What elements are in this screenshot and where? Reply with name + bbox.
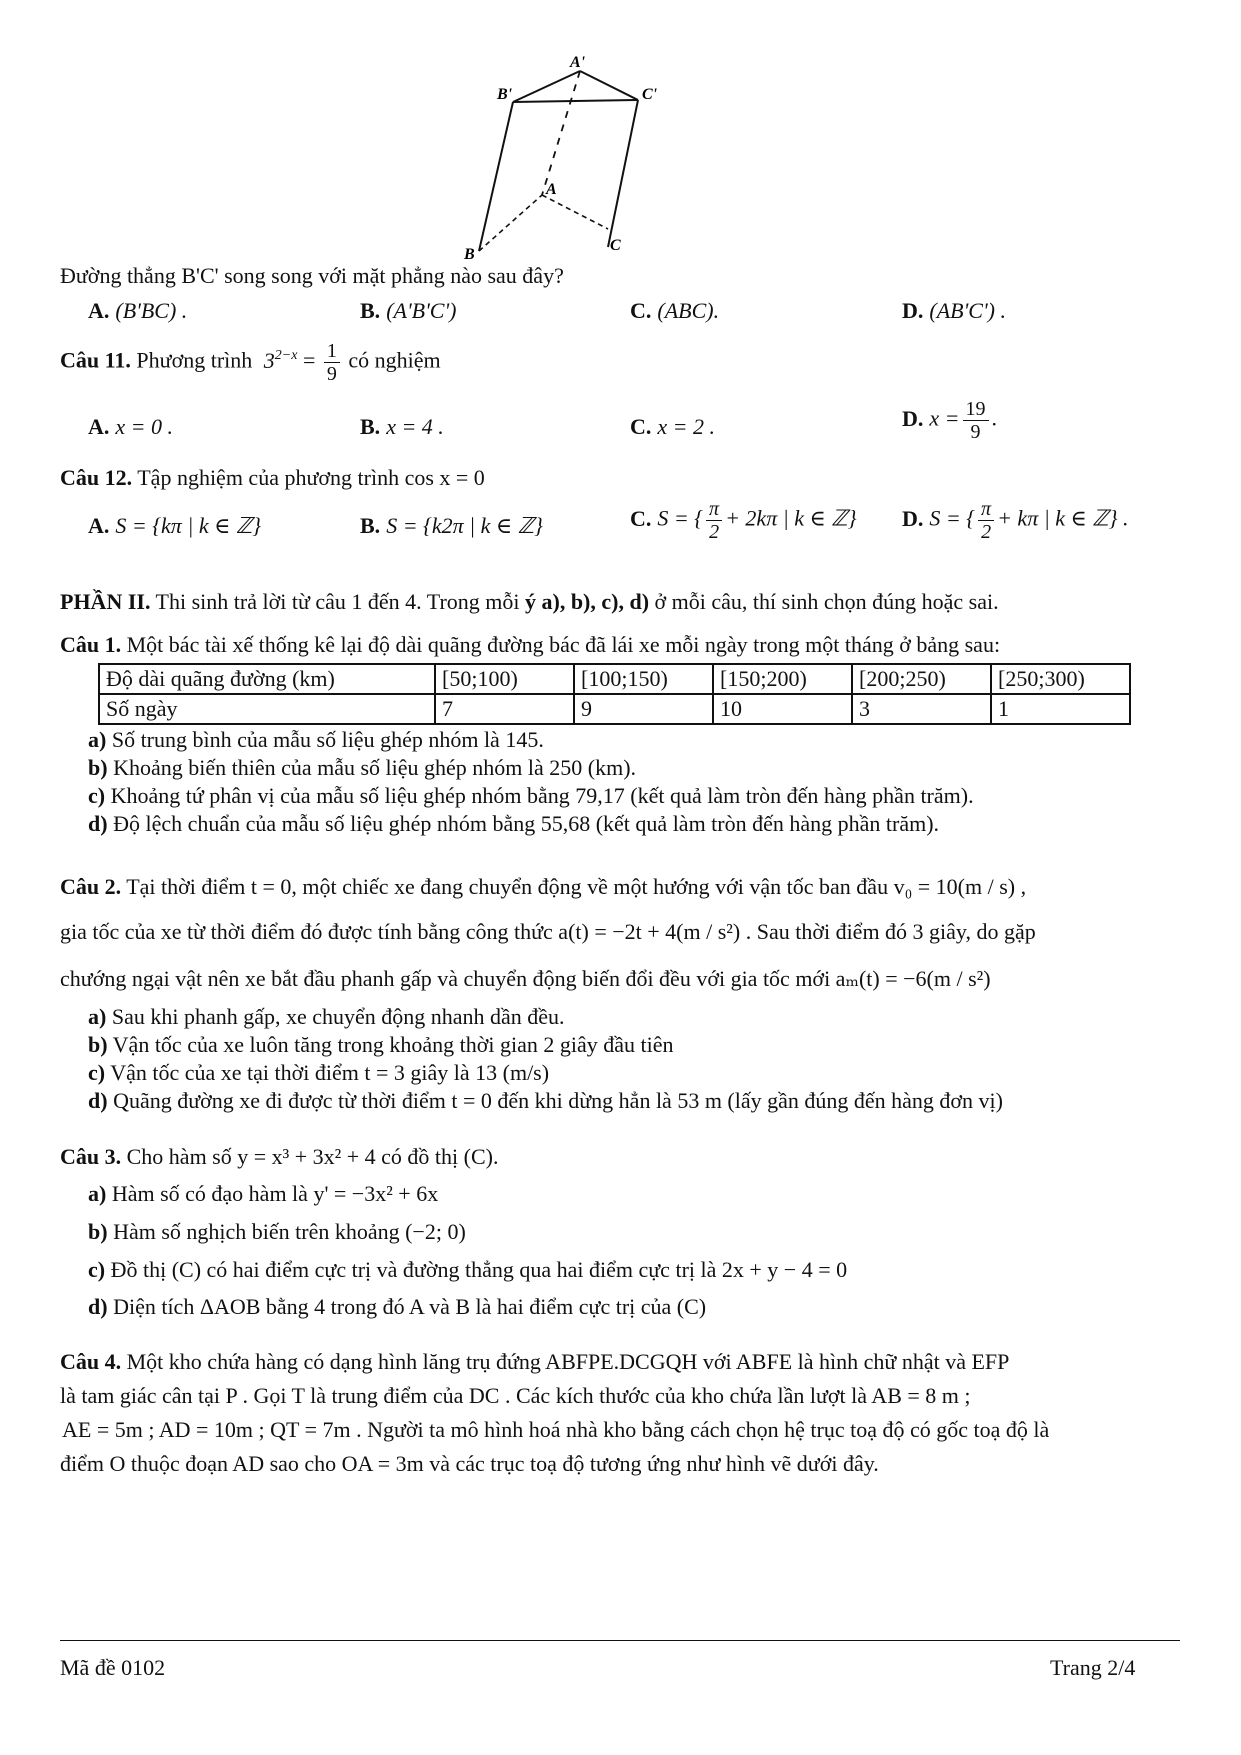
distance-table <box>98 663 1131 725</box>
c4-line2: là tam giác cân tại P . Gọi T là trung điểm của DC . Các kích thước của kho chứa lần lượt là AB = 8 m ; <box>60 1383 971 1408</box>
table-cell: 9 <box>574 694 713 724</box>
label-a-prime: A' <box>570 54 586 71</box>
table-cell: 3 <box>852 694 991 724</box>
c3-item-d: d) Diện tích ΔAOB bằng 4 trong đó A và B là hai điểm cực trị của (C) <box>88 1294 707 1319</box>
c2-line2: gia tốc của xe từ thời điểm đó được tính bằng công thức a(t) = −2t + 4(m / s²) . Sau thời điểm đó 3 giây, do gặp <box>60 919 1036 944</box>
q10-option-d: D. (AB'C') . <box>902 298 1007 323</box>
table-cell: [50;100) <box>435 664 574 694</box>
table-cell: [100;150) <box>574 664 713 694</box>
table-cell: 7 <box>435 694 574 724</box>
q12-option-a: A. S = {kπ | k ∈ ℤ} <box>88 513 262 538</box>
part2-heading: PHẦN II. Thi sinh trả lời từ câu 1 đến 4. Trong mỗi ý a), b), c), d) ở mỗi câu, thí sinh chọn đúng hoặc sai. <box>60 589 999 614</box>
table-cell: [150;200) <box>713 664 852 694</box>
c1-item-a: a) Số trung bình của mẫu số liệu ghép nhóm là 145. <box>88 727 544 752</box>
table-cell: [250;300) <box>991 664 1130 694</box>
table-cell: 10 <box>713 694 852 724</box>
q11-option-c: C. x = 2 . <box>630 414 716 439</box>
c2-item-c: c) Vận tốc của xe tại thời điểm t = 3 giây là 13 (m/s) <box>88 1060 550 1085</box>
c1-stem: Câu 1. Một bác tài xế thống kê lại độ dài quãng đường bác đã lái xe mỗi ngày trong một tháng ở bảng sau: <box>60 632 1001 657</box>
exam-code: Mã đề 0102 <box>60 1655 166 1680</box>
footer-divider <box>60 1640 1180 1641</box>
q11-stem: Câu 11. Phương trình $3^{2-x}$ = $\frac{1}{9}$ có nghiệm <box>60 340 441 385</box>
label-b-prime: B' <box>497 86 513 103</box>
label-c-prime: C' <box>642 86 658 103</box>
c3-stem: Câu 3. Cho hàm số y = x³ + 3x² + 4 có đồ thị (C). <box>60 1144 499 1169</box>
q12-option-d: D. S = { $\frac{\pi}{2}$ + kπ | k ∈ ℤ} . <box>902 498 1129 543</box>
table-cell: Số ngày <box>99 694 435 724</box>
c2-item-b: b) Vận tốc của xe luôn tăng trong khoảng thời gian 2 giây đầu tiên <box>88 1032 674 1057</box>
c4-line1: Câu 4. Một kho chứa hàng có dạng hình lăng trụ đứng ABFPE.DCGQH với ABFE là hình chữ nhật và EFP <box>60 1349 1010 1374</box>
c1-item-c: c) Khoảng tứ phân vị của mẫu số liệu ghép nhóm bằng 79,17 (kết quả làm tròn đến hàng phần trăm). <box>88 783 974 808</box>
label-a: A <box>546 181 557 198</box>
q12-option-b: B. S = {k2π | k ∈ ℤ} <box>360 513 543 538</box>
c2-line1: Câu 2. Tại thời điểm t = 0, một chiếc xe đang chuyển động về một hướng với vận tốc ban đầu v₀ = 10(m / s) , <box>60 874 1027 899</box>
q10-stem: Đường thẳng B'C' song song với mặt phẳng nào sau đây? <box>60 263 564 288</box>
q11-option-a: A. x = 0 . <box>88 414 174 439</box>
c1-item-b: b) Khoảng biến thiên của mẫu số liệu ghép nhóm là 250 (km). <box>88 755 637 780</box>
c4-line3: AE = 5m ; AD = 10m ; QT = 7m . Người ta mô hình hoá nhà kho bằng cách chọn hệ trục toạ độ có gốc toạ độ là <box>62 1417 1050 1442</box>
c2-item-a: a) Sau khi phanh gấp, xe chuyển động nhanh dần đều. <box>88 1004 565 1029</box>
q10-option-a: A. (B'BC) . <box>88 298 188 323</box>
q12-stem: Câu 12. Tập nghiệm của phương trình cos x = 0 <box>60 465 485 490</box>
c4-line4: điểm O thuộc đoạn AD sao cho OA = 3m và các trục toạ độ tương ứng như hình vẽ dưới đây. <box>60 1451 879 1476</box>
table-row <box>99 664 1130 694</box>
c3-item-b: b) Hàm số nghịch biến trên khoảng (−2; 0) <box>88 1219 466 1244</box>
c2-item-d: d) Quãng đường xe đi được từ thời điểm t = 0 đến khi dừng hẳn là 53 m (lấy gần đúng đến hàng đơn vị) <box>88 1088 1003 1113</box>
q11-option-d: D. x = $\frac{19}{9}$ . <box>902 398 998 443</box>
q10-option-b: B. (A'B'C') <box>360 298 457 323</box>
table-row <box>99 694 1130 724</box>
q11-option-b: B. x = 4 . <box>360 414 444 439</box>
c1-item-d: d) Độ lệch chuẩn của mẫu số liệu ghép nhóm bằng 55,68 (kết quả làm tròn đến hàng phần trăm). <box>88 811 940 836</box>
c3-item-a: a) Hàm số có đạo hàm là y' = −3x² + 6x <box>88 1181 439 1206</box>
c2-line3: chướng ngại vật nên xe bắt đầu phanh gấp và chuyển động biến đổi đều với gia tốc mới aₘ(t) = −6(m / s²) <box>60 966 991 991</box>
table-cell: [200;250) <box>852 664 991 694</box>
q10-option-c: C. (ABC). <box>630 298 720 323</box>
label-c: C <box>610 237 621 254</box>
label-b: B <box>464 246 475 263</box>
table-cell: Độ dài quãng đường (km) <box>99 664 435 694</box>
c3-item-c: c) Đồ thị (C) có hai điểm cực trị và đường thẳng qua hai điểm cực trị là 2x + y − 4 = 0 <box>88 1257 848 1282</box>
page-number: Trang 2/4 <box>1050 1655 1136 1680</box>
table-cell: 1 <box>991 694 1130 724</box>
q12-option-c: C. S = { $\frac{\pi}{2}$ + 2kπ | k ∈ ℤ} <box>630 498 857 543</box>
prism-figure-base <box>464 54 730 265</box>
